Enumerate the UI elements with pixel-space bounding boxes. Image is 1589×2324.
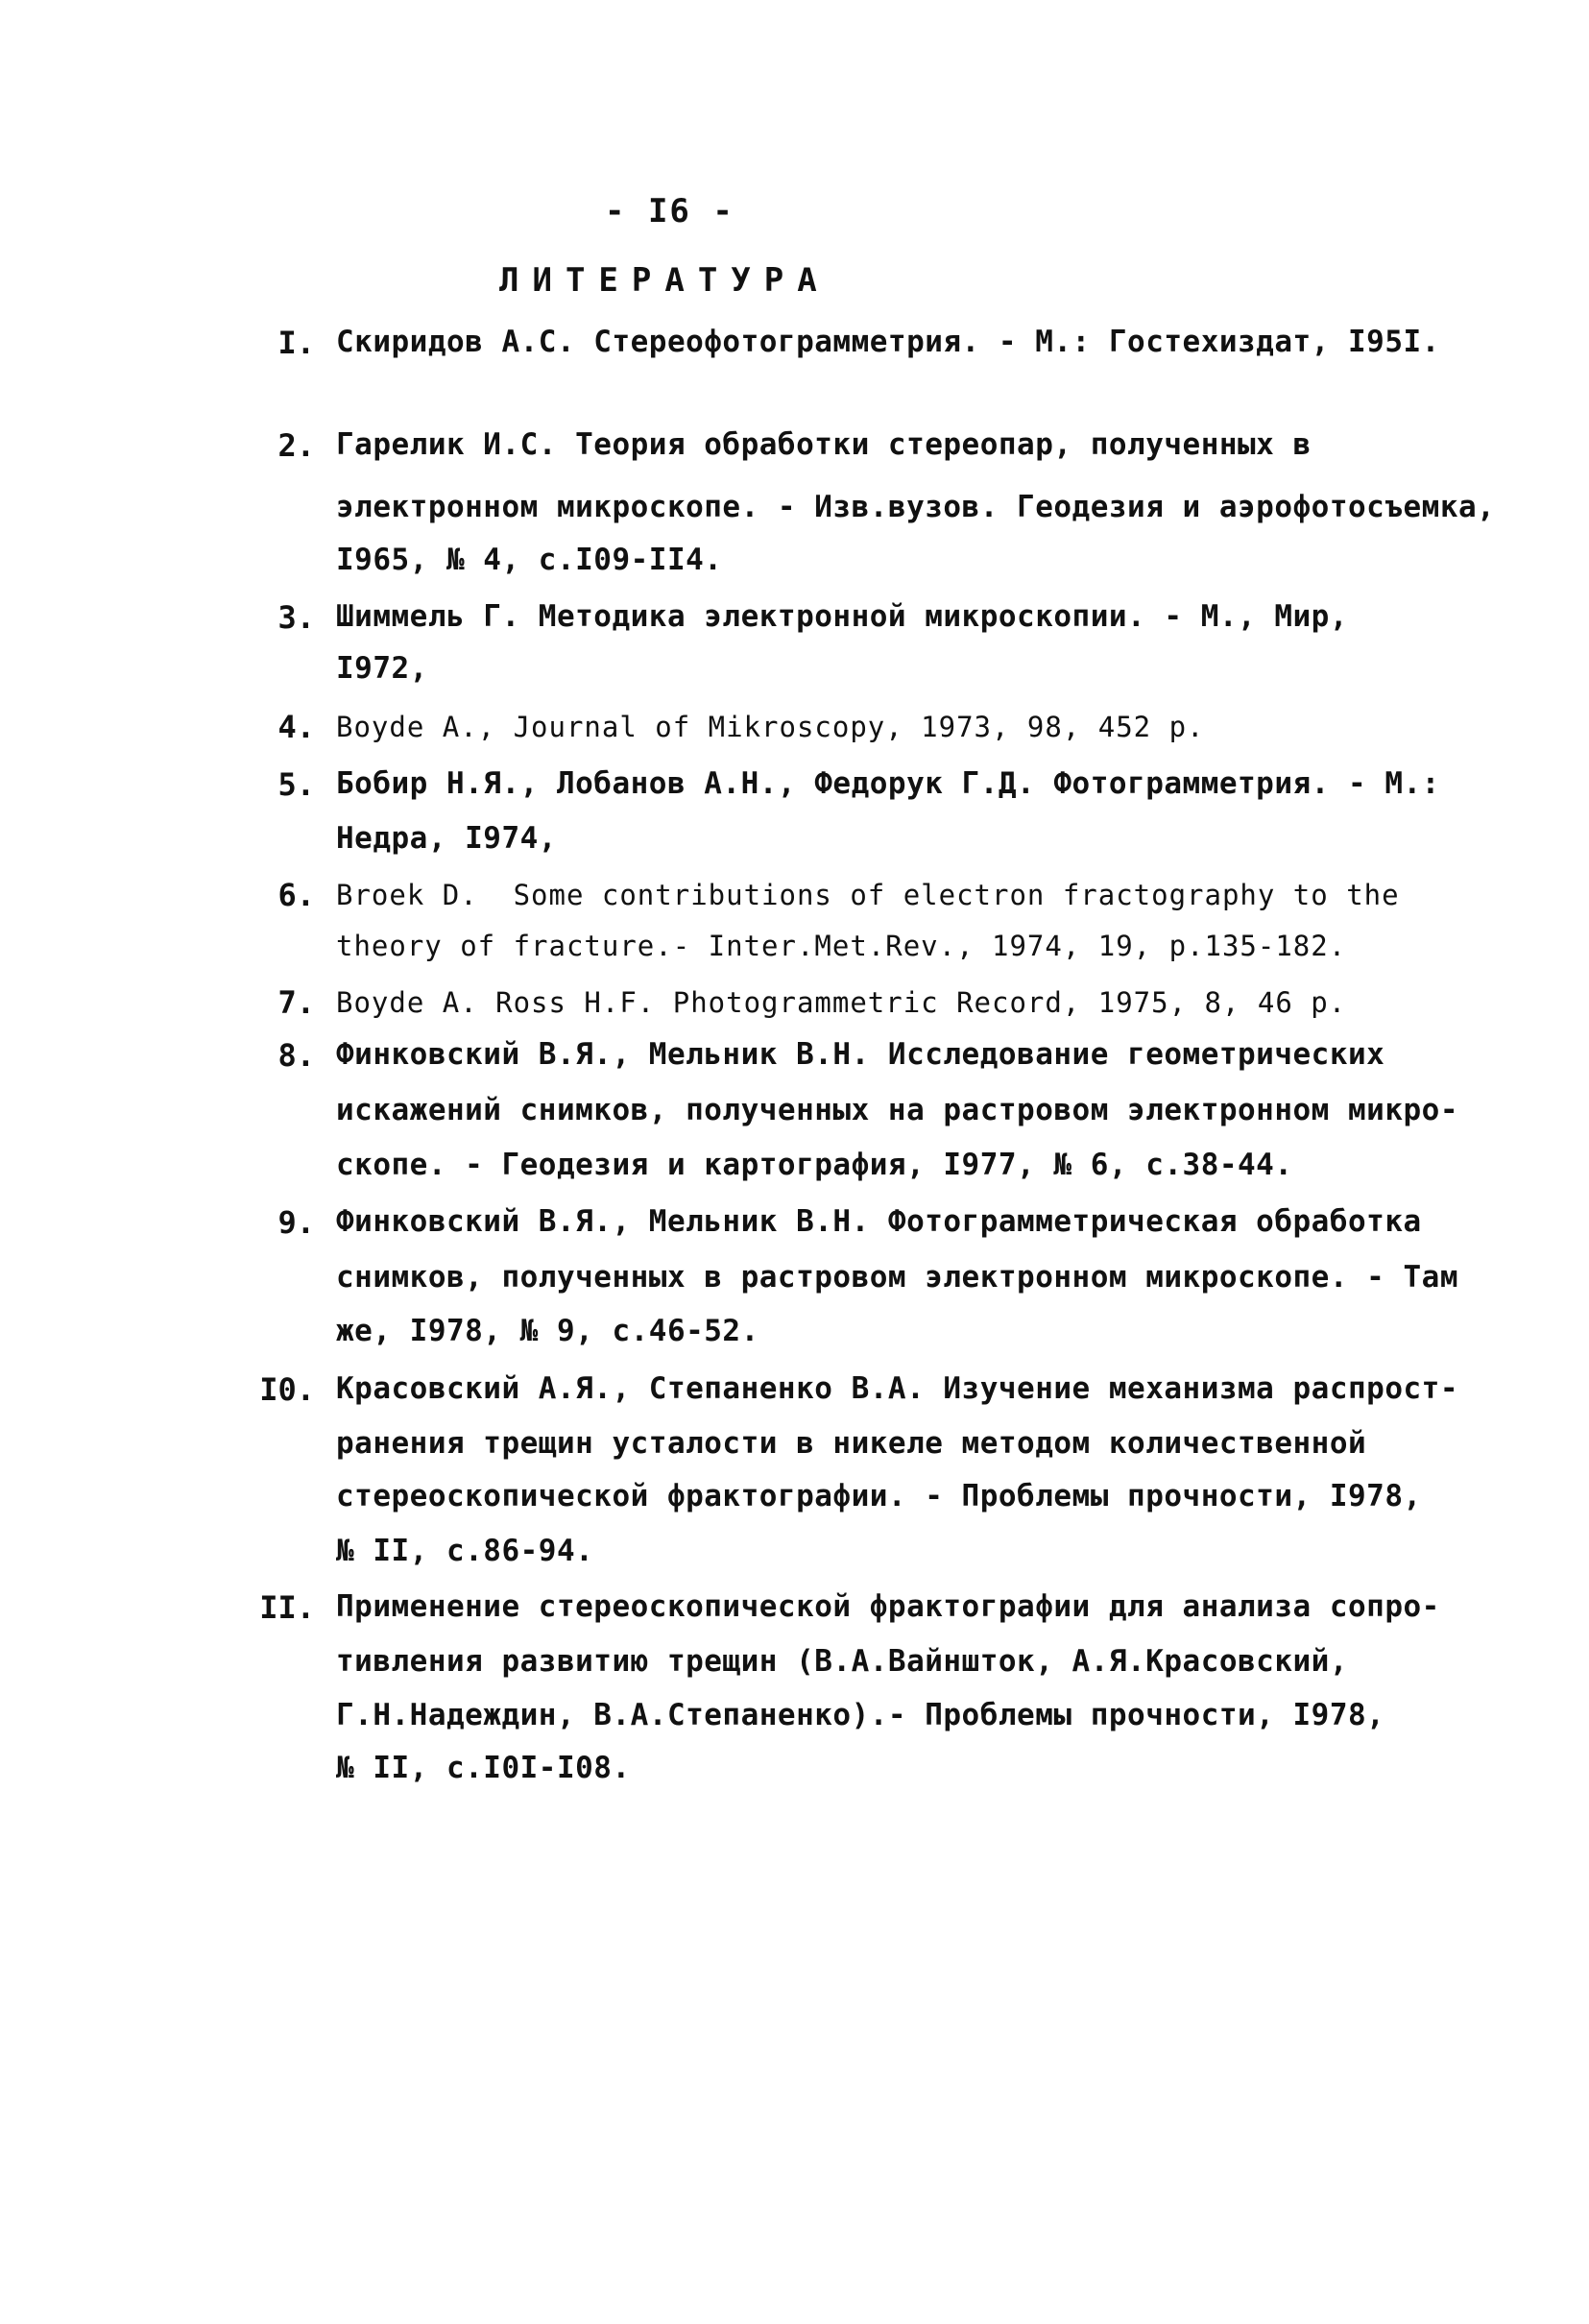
- reference-line: Бобир Н.Я., Лобанов А.Н., Федорук Г.Д. Фотограмметрия. - М.:: [336, 766, 1440, 801]
- reference-line: Финковский В.Я., Мельник В.Н. Исследование геометрических: [336, 1037, 1385, 1072]
- reference-line: электронном микроскопе. - Изв.вузов. Геодезия и аэрофотосъемка,: [336, 490, 1496, 524]
- reference-line: theory of fracture.- Inter.Met.Rev., 1974, 19, p.135-182.: [336, 930, 1347, 962]
- reference-number: 5.: [277, 766, 315, 803]
- reference-line: Boyde A., Journal of Mikroscopy, 1973, 98, 452 p.: [336, 711, 1205, 743]
- reference-line: снимков, полученных в растровом электронном микроскопе. - Там: [336, 1260, 1458, 1295]
- reference-number: I0.: [259, 1371, 315, 1408]
- reference-line: Финковский В.Я., Мельник В.Н. Фотограмметрическая обработка: [336, 1204, 1422, 1239]
- reference-line: стереоскопической фрактографии. - Проблемы прочности, I978,: [336, 1479, 1422, 1513]
- reference-line: I965, № 4, с.I09-II4.: [336, 543, 723, 577]
- reference-number: 8.: [277, 1037, 315, 1074]
- reference-line: же, I978, № 9, с.46-52.: [336, 1314, 759, 1348]
- reference-number: 9.: [277, 1204, 315, 1241]
- reference-line: Г.Н.Надеждин, В.А.Степаненко).- Проблемы прочности, I978,: [336, 1698, 1385, 1732]
- reference-line: тивления развитию трещин (В.А.Вайншток, А.Я.Красовский,: [336, 1644, 1348, 1679]
- reference-line: Красовский А.Я., Степаненко В.А. Изучение механизма распрост-: [336, 1371, 1458, 1406]
- reference-number: 2.: [277, 427, 315, 464]
- reference-line: Недра, I974,: [336, 821, 557, 856]
- reference-line: Скиридов А.С. Стереофотограмметрия. - М.: Гостехиздат, I95I.: [336, 325, 1440, 359]
- reference-number: I.: [277, 325, 315, 361]
- reference-number: II.: [259, 1589, 315, 1626]
- reference-line: № II, с.86-94.: [336, 1534, 594, 1568]
- page-title: ЛИТЕРАТУРА: [499, 261, 831, 300]
- reference-line: Шиммель Г. Методика электронной микроскопии. - М., Мир,: [336, 599, 1348, 634]
- reference-number: 4.: [277, 709, 315, 745]
- reference-number: 7.: [277, 984, 315, 1021]
- reference-line: Boyde A. Ross H.F. Photogrammetric Record, 1975, 8, 46 p.: [336, 986, 1347, 1019]
- reference-line: Broek D. Some contributions of electron fractography to the: [336, 879, 1400, 911]
- reference-line: Гарелик И.С. Теория обработки стереопар, полученных в: [336, 427, 1312, 462]
- reference-line: скопе. - Геодезия и картография, I977, № 6, с.38-44.: [336, 1148, 1293, 1182]
- reference-line: № II, с.I0I-I08.: [336, 1751, 631, 1785]
- page-number: - I6 -: [605, 192, 734, 230]
- reference-line: Применение стереоскопической фрактографии для анализа сопро-: [336, 1589, 1440, 1624]
- reference-line: искажений снимков, полученных на растровом электронном микро-: [336, 1093, 1458, 1127]
- reference-line: I972,: [336, 651, 428, 686]
- reference-line: ранения трещин усталости в никеле методом количественной: [336, 1426, 1367, 1461]
- reference-number: 3.: [277, 599, 315, 636]
- reference-number: 6.: [277, 877, 315, 913]
